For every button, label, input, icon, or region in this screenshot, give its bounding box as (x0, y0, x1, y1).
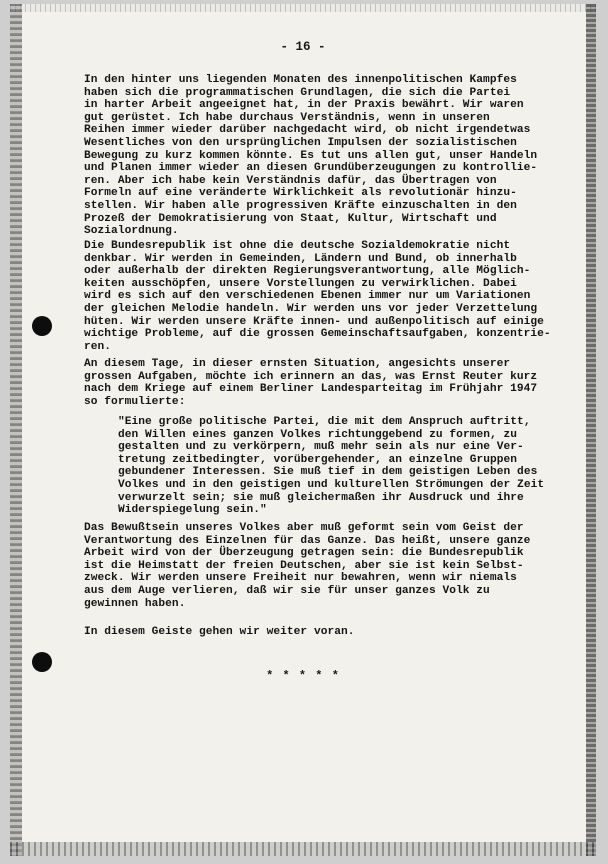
text-line: Wesentliches von den ursprünglichen Impulsen der sozialistischen (84, 136, 517, 149)
text-line: gebundener Interessen. Sie muß tief in dem geistigen Leben des (118, 466, 538, 479)
paragraph-3 (84, 358, 564, 408)
text-line: Widerspiegelung sein." (118, 504, 267, 517)
text-line: ren. (84, 340, 112, 353)
text-line: den Willen eines ganzen Volkes richtunggebend zu formen, zu (118, 428, 518, 441)
text-line: Formeln auf eine veränderte Wirklichkeit als revolutionär hinzu- (84, 187, 517, 200)
paragraph-2 (84, 240, 564, 353)
document-page (10, 4, 596, 856)
text-line: Bewegung zu kurz kommen könnte. Es tut uns allen gut, unser Handeln (84, 149, 538, 162)
text-line: ist die Heimstatt der freien Deutschen, aber sie ist kein Selbst- (84, 559, 524, 572)
text-line: in harter Arbeit angeeignet hat, in der Praxis bewährt. Wir waren (84, 99, 524, 112)
text-line: denkbar. Wir werden in Gemeinden, Ländern und Bund, ob innerhalb (84, 252, 517, 265)
section-separator: * * * * * (266, 669, 340, 683)
scan-edge-right (586, 4, 596, 856)
text-line: In diesem Geiste gehen wir weiter voran. (84, 626, 355, 638)
text-line: "Eine große politische Partei, die mit dem Anspruch auftritt, (118, 416, 531, 428)
text-line: Volkes und in den geistigen und kulturellen Strömungen der Zeit (118, 478, 545, 491)
paragraph-1 (84, 74, 564, 238)
text-line: so formulierte: (84, 395, 186, 408)
text-line: Reihen immer wieder darüber nachgedacht wird, ob nicht irgendetwas (84, 124, 531, 137)
text-line: ren. Aber ich habe kein Verständnis dafür, das Übertragen von (84, 174, 497, 187)
text-line: wichtige Probleme, auf die grossen Gemeinschaftsaufgaben, konzentrie- (84, 328, 551, 341)
text-line: nach dem Kriege auf einem Berliner Landesparteitag im Frühjahr 1947 (84, 383, 538, 396)
text-line: Arbeit wird von der Überzeugung getragen sein: die Bundesrepublik (84, 547, 524, 560)
text-line: Die Bundesrepublik ist ohne die deutsche Sozialdemokratie nicht (84, 240, 511, 252)
scan-edge-left (10, 4, 22, 856)
text-line: An diesem Tage, in dieser ernsten Situation, angesichts unserer (84, 358, 511, 370)
page-number: - 16 - (280, 40, 326, 54)
text-line: wird es sich auf den verschiedenen Ebenen immer nur um Variationen (84, 290, 531, 303)
text-line: Das Bewußtsein unseres Volkes aber muß geformt sein vom Geist der (84, 522, 524, 534)
text-line: Verantwortung des Einzelnen für das Ganze. Das heißt, unsere ganze (84, 534, 531, 547)
text-line: haben sich die programmatischen Grundlagen, die sich die Partei (84, 86, 511, 99)
scan-edge-bottom (10, 842, 596, 856)
text-line: Prozeß der Demokratisierung von Staat, Kultur, Wirtschaft und (84, 212, 497, 225)
text-line: Sozialordnung. (84, 225, 179, 238)
text-line: und Planen immer wieder an diesen Grundüberzeugungen zu kontrollie- (84, 162, 538, 175)
text-line: stellen. Wir haben alle progressiven Kräfte einzuschalten in den (84, 199, 517, 212)
text-line: gestalten und zu verkörpern, muß mehr sein als nur eine Ver- (118, 441, 524, 454)
paragraph-5 (84, 626, 564, 639)
text-line: gewinnen haben. (84, 597, 186, 610)
text-line: In den hinter uns liegenden Monaten des innenpolitischen Kampfes (84, 74, 517, 86)
quote-block (118, 416, 568, 517)
text-line: tretung zeitbedingter, vorübergehender, an einzelne Gruppen (118, 453, 518, 466)
paragraph-4 (84, 522, 564, 610)
text-line: hüten. Wir werden unsere Kräfte innen- und außenpolitisch auf einige (84, 315, 544, 328)
text-line: gut gerüstet. Ich habe durchaus Verständnis, wenn in unseren (84, 111, 490, 124)
text-line: grossen Aufgaben, möchte ich erinnern an das, was Ernst Reuter kurz (84, 370, 538, 383)
text-line: oder außerhalb der direkten Regierungsverantwortung, alle Möglich- (84, 265, 531, 278)
text-line: verwurzelt sein; sie muß gleichermaßen ihr Ausdruck und ihre (118, 491, 524, 504)
scan-edge-top (10, 4, 596, 12)
text-line: aus dem Auge verlieren, daß wir sie für unser ganzes Volk zu (84, 584, 490, 597)
text-line: zweck. Wir werden unsere Freiheit nur bewahren, wenn wir niemals (84, 572, 517, 585)
punch-hole-upper (32, 316, 52, 336)
text-line: der gleichen Melodie handeln. Wir werden uns vor jeder Verzettelung (84, 302, 538, 315)
text-line: keiten ausschöpfen, unsere Vorstellungen zu verwirklichen. Dabei (84, 277, 517, 290)
